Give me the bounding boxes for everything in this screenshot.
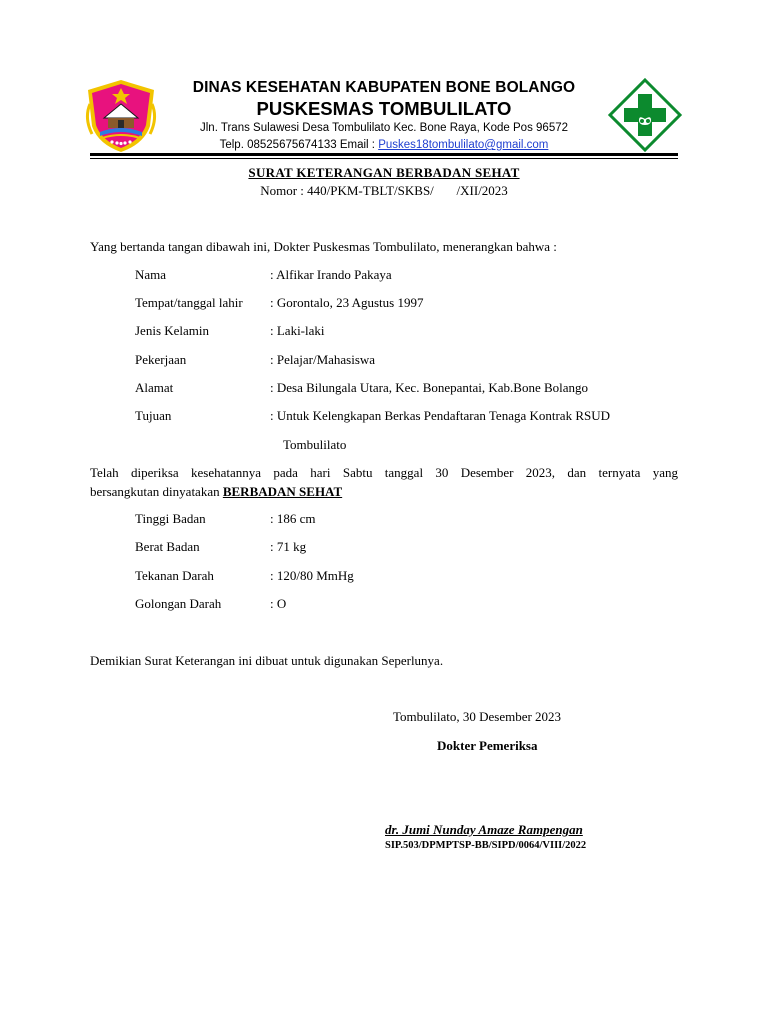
field-label: Tempat/tanggal lahir <box>135 295 243 310</box>
agency-name: DINAS KESEHATAN KABUPATEN BONE BOLANGO <box>192 79 576 96</box>
field-label: Alamat <box>135 380 174 395</box>
field-label: Golongan Darah <box>135 596 222 611</box>
identity-row-ttl <box>135 295 423 311</box>
exam-statement-prefix: bersangkutan dinyatakan <box>90 484 223 499</box>
field-value: : Desa Bilungala Utara, Kec. Bonepantai, Kab.Bone Bolango <box>270 380 589 395</box>
field-label: Nama <box>135 267 167 282</box>
letter-number: Nomor : 440/PKM-TBLT/SKBS/ /XII/2023 <box>260 183 508 198</box>
field-label: Tekanan Darah <box>135 568 214 583</box>
field-value: : 186 cm <box>270 511 316 526</box>
field-value: : Pelajar/Mahasiswa <box>270 352 376 367</box>
signature-role: Dokter Pemeriksa <box>437 738 538 753</box>
letter-title: SURAT KETERANGAN BERBADAN SEHAT <box>248 165 520 180</box>
field-value: : Gorontalo, 23 Agustus 1997 <box>270 295 424 310</box>
letterhead <box>160 78 608 153</box>
agency-contact <box>160 137 608 153</box>
identity-row-gender <box>135 323 325 339</box>
field-value: : Alfikar Irando Pakaya <box>270 267 392 282</box>
exam-statement-line1: Telah diperiksa kesehatannya pada hari Sabtu tanggal 30 Desember 2023, dan ternyata yang <box>90 465 678 480</box>
closing-paragraph: Demikian Surat Keterangan ini dibuat untuk digunakan Seperlunya. <box>90 653 444 668</box>
measurement-row-weight <box>135 539 306 555</box>
identity-row-nama <box>135 267 392 283</box>
exam-statement-line2 <box>90 484 342 500</box>
signature-place-date: Tombulilato, 30 Desember 2023 <box>393 709 562 724</box>
field-label: Tujuan <box>135 408 172 423</box>
identity-row-occupation <box>135 352 375 368</box>
field-label: Pekerjaan <box>135 352 187 367</box>
measurement-row-blood-type <box>135 596 286 612</box>
purpose-continuation: Tombulilato <box>283 437 347 452</box>
measurement-row-blood-pressure <box>135 568 354 584</box>
identity-row-purpose <box>135 408 610 424</box>
doctor-sip-number: SIP.503/DPMPTSP-BB/SIPD/0064/VIII/2022 <box>385 840 587 851</box>
measurement-row-height <box>135 511 316 527</box>
puskesmas-logo-icon <box>608 78 682 152</box>
doctor-name: dr. Jumi Nunday Amaze Rampengan <box>385 822 583 837</box>
field-value: : 71 kg <box>270 539 307 554</box>
header-divider-thin <box>90 158 678 159</box>
field-value: : Laki-laki <box>270 323 325 338</box>
field-value: : Untuk Kelengkapan Berkas Pendaftaran Tenaga Kontrak RSUD <box>270 408 611 423</box>
field-value: : 120/80 MmHg <box>270 568 354 583</box>
identity-row-address <box>135 380 588 396</box>
email-link[interactable]: Puskes18tombulilato@gmail.com <box>378 139 549 151</box>
intro-paragraph: Yang bertanda tangan dibawah ini, Dokter Puskesmas Tombulilato, menerangkan bahwa : <box>90 239 557 254</box>
phone-text: Telp. 08525675674133 Email : <box>219 139 379 151</box>
agency-address: Jln. Trans Sulawesi Desa Tombulilato Kec. Bone Raya, Kode Pos 96572 <box>200 122 568 134</box>
bone-bolango-emblem-icon <box>84 78 158 154</box>
puskesmas-name: PUSKESMAS TOMBULILATO <box>256 98 512 119</box>
header-divider-thick <box>90 153 678 156</box>
exam-result: BERBADAN SEHAT <box>222 484 343 499</box>
field-label: Jenis Kelamin <box>135 323 210 338</box>
field-label: Berat Badan <box>135 539 200 554</box>
field-label: Tinggi Badan <box>135 511 206 526</box>
field-value: : O <box>270 596 287 611</box>
